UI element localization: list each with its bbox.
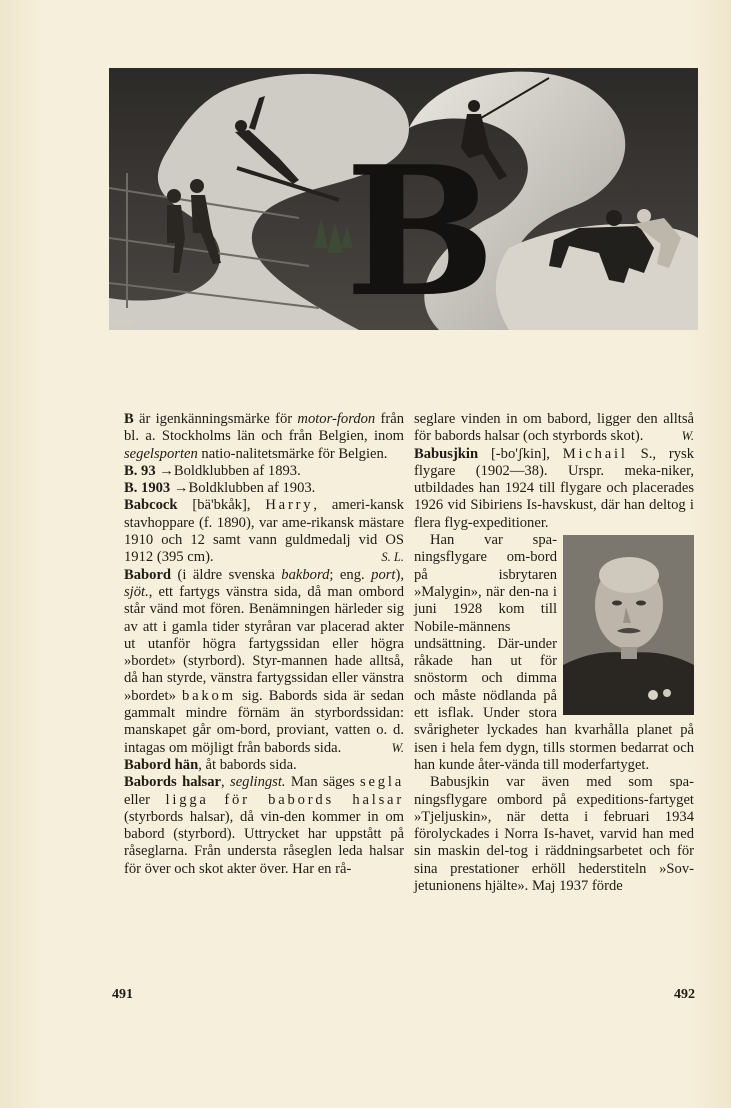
text: , ameri-kansk stavhoppare (f. 1890), var ame-rikansk mästare 1910 och 12 samt vann guldmedalj vid OS 1912 (395 cm).	[124, 497, 404, 566]
text: ,	[221, 774, 231, 791]
text: segelsporten	[124, 445, 198, 462]
author-signature: W.	[391, 740, 404, 755]
text: sjöt.	[124, 583, 149, 600]
text: (styrbords halsar), då vin-den kommer in om babord (styrbord). Uttrycket har uppstått på råseglarna. Från understa råseglen leda halsar för över och skot akter över. Har en rå-	[124, 808, 404, 877]
spaced-name: Michail	[562, 445, 628, 462]
text: (i äldre svenska	[171, 566, 282, 583]
text: Man säges	[285, 774, 360, 791]
spaced-text: bakom	[182, 687, 236, 704]
left-column	[124, 411, 404, 878]
spaced-text: för babords halsar	[224, 791, 404, 808]
spaced-text: ligga	[165, 791, 209, 808]
text: S., rysk flygare (1902—38). Urspr. meka-niker, utbildades han 1924 till flygare och placerades 1926 vid Sibiriens Is-havskust, där han deltog i flera flyg-expeditioner.	[414, 445, 694, 531]
text: Babusjkin var även med som spa-ningsflygare ombord på expeditions-fartyget »Tjeljuskin», när detta i februari 1934 förolyckades i Norra Is-havet, varvid han med sin maskin del-tog i räddningsarbetet och för sina prestationer erhöll hederstiteln »Sov-jetunionens hjälte». Maj 1937 förde	[414, 774, 694, 895]
entry-babcock	[124, 497, 404, 566]
spaced-text: segla	[360, 774, 404, 791]
decorative-banner-illustration	[109, 68, 698, 330]
headword: B. 1903	[124, 480, 171, 497]
text: seglare vinden in om babord, ligger den alltså för babords halsar (och styrbords skot).	[414, 411, 694, 445]
entry-b	[124, 411, 404, 463]
text: ; eng.	[329, 566, 372, 583]
headword: B. 93	[124, 462, 156, 479]
author-signature: W.	[681, 429, 694, 444]
text: natio-nalitetsmärke för Belgien.	[197, 445, 388, 462]
text: är igenkänningsmärke för	[133, 411, 298, 427]
text: seglingst.	[230, 774, 286, 791]
text: , åt babords sida.	[198, 756, 297, 773]
text: motor-fordon	[297, 411, 376, 427]
cross-reference: →Boldklubben af 1893.	[155, 462, 301, 479]
text: eller	[124, 791, 166, 808]
artist-signature: Ƨouɾ	[113, 318, 135, 328]
paragraph-tjeljuskin	[414, 774, 694, 895]
entry-b93	[124, 463, 404, 480]
entry-babords-halsar	[124, 774, 404, 878]
page-number-right: 492	[674, 987, 695, 1002]
cross-reference: →Boldklubben af 1903.	[170, 480, 316, 497]
text: Han var spa-ningsflygare om-bord på isbrytaren »Malygin», när den-na i juni 1928 kom till Nobile-männens undsättning. Där-under råkade han ut för snöstorm och dimma och måste nödlanda på ett isflak. Under stora svårigheter lyckades han kvarhålla planet på isen i hela fem dygn, tills stormen bedarrat och han kunde åter-vända till moderfartyget.	[414, 532, 694, 773]
text: bakbord	[281, 566, 330, 583]
banner-initial-letter: B	[345, 127, 496, 330]
text: [bä'bkåk],	[177, 497, 266, 514]
headword: B	[124, 411, 134, 427]
headword: Babusjkin	[414, 445, 479, 462]
entry-babusjkin	[414, 446, 694, 532]
entry-b1903	[124, 480, 404, 497]
headword: Babord hän	[124, 756, 199, 773]
author-signature: S. L.	[381, 550, 404, 565]
sports-illustration	[109, 68, 698, 330]
headword: Babord	[124, 566, 172, 583]
entry-continuation	[414, 411, 694, 446]
text: ),	[395, 566, 404, 583]
portrait-photo	[563, 535, 694, 715]
entry-babord-han	[124, 757, 404, 774]
entry-babord	[124, 567, 404, 757]
text	[209, 792, 225, 808]
text: [-bo'ʃkin],	[478, 445, 563, 462]
headword: Babcock	[124, 497, 178, 514]
portrait-image	[563, 535, 694, 715]
text: från bl. a. Stockholms län och från Belgien, inom	[124, 411, 404, 445]
right-column	[414, 411, 694, 895]
headword: Babords halsar	[124, 774, 221, 791]
spaced-name: Harry	[265, 497, 314, 514]
text: sig. Babords sida är sedan gammalt mindre förnäm än styrbordssidan: manskapet går om-bord, proviant, vatten o. d. intagas om möjligt från babords sida.	[124, 687, 404, 756]
page-number-left: 491	[112, 987, 133, 1002]
text: , ett fartygs vänstra sida, då man ombord står vänd mot fören. Benämningen härleder sig av att i gamla tider styråran var placerad akter ut utanför högra fartygssidan eller högra »bordet» (styrbord). Styr-mannen hade alltså, då han styrde, vänstra fartygssidan eller vänstra »bordet»	[124, 583, 404, 704]
text: port	[371, 566, 396, 583]
